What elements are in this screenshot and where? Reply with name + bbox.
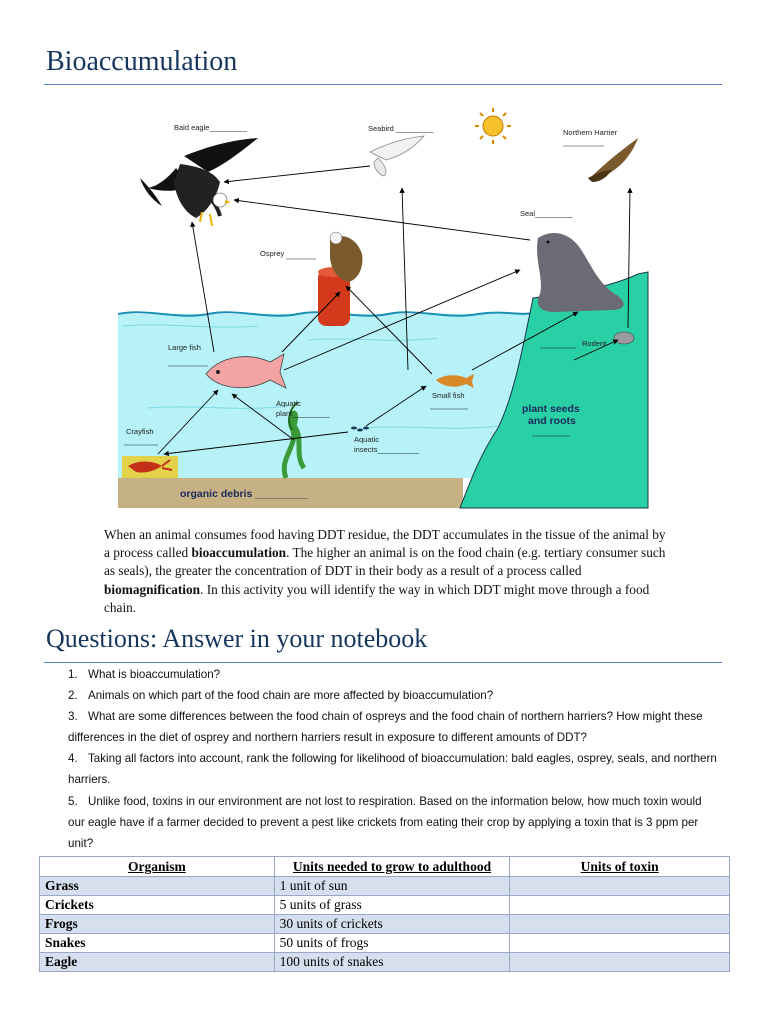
toxin-cell[interactable]: [510, 877, 730, 896]
table-row: [40, 877, 730, 896]
label-seal: Seal_________: [520, 209, 573, 218]
question-item: [68, 706, 718, 748]
label-bald-eagle: Bald eagle_________: [174, 123, 247, 132]
question-item: [68, 791, 718, 854]
bald-eagle-icon: [140, 138, 258, 226]
table-row: [40, 934, 730, 953]
intro-term-biomagnification: biomagnification: [104, 581, 201, 597]
question-item: [68, 664, 718, 685]
food-chain-diagram: [108, 108, 668, 513]
table-header-row: [40, 857, 730, 877]
question-item: [68, 685, 718, 706]
units-cell: 1 unit of sun: [274, 877, 510, 896]
question-number: 5.: [68, 794, 78, 808]
crayfish-icon: [122, 456, 178, 478]
intro-paragraph: [104, 526, 672, 617]
units-cell: 50 units of frogs: [274, 934, 510, 953]
organism-cell: Crickets: [40, 896, 275, 915]
label-aquatic-insects-2: insects__________: [354, 445, 420, 454]
question-item: [68, 748, 718, 790]
section-divider: [44, 662, 722, 663]
seal-icon: [537, 233, 624, 312]
page-title: Bioaccumulation: [46, 46, 238, 77]
seabird-icon: [370, 136, 424, 176]
toxin-cell[interactable]: [510, 953, 730, 972]
question-number: 4.: [68, 752, 78, 766]
northern-harrier-icon: [588, 138, 638, 182]
question-list: [68, 664, 718, 854]
units-cell: 100 units of snakes: [274, 953, 510, 972]
question-number: 1.: [68, 668, 78, 681]
toxin-cell[interactable]: [510, 934, 730, 953]
question-text: Animals on which part of the food chain are more affected by bioaccumulation?: [88, 689, 494, 703]
organism-cell: Frogs: [40, 915, 275, 934]
organism-cell: Eagle: [40, 953, 275, 972]
question-number: 2.: [68, 689, 78, 703]
sun-icon: [475, 108, 511, 144]
question-number: 3.: [68, 710, 78, 724]
organism-cell: Grass: [40, 877, 275, 896]
question-text: Unlike food, toxins in our environment are not lost to respiration. Based on the information below, how much toxin would our eagle have if a farmer decided to prevent a pest like crickets from eating their crop by applying a toxin that is 3 ppm per unit?: [68, 794, 702, 850]
label-seabird: Seabird _________: [368, 124, 434, 133]
toxin-cell[interactable]: [510, 896, 730, 915]
intro-text-1: When an animal consumes food having DDT residue, the DDT accumulates in the tissue of the animal by a process called: [104, 527, 666, 561]
column-header-toxin: Units of toxin: [510, 857, 730, 877]
column-header-organism: Organism: [40, 857, 275, 877]
label-plant-seeds-2: and roots: [528, 415, 576, 427]
label-rodent: Rodent: [582, 339, 607, 348]
intro-term-bioaccumulation: bioaccumulation: [191, 545, 287, 561]
label-organic-debris: organic debris _________: [180, 488, 308, 500]
label-plant-seeds-1: plant seeds: [522, 403, 580, 415]
rodent-icon: [614, 332, 634, 344]
label-aquatic-insects-1: Aquatic: [354, 435, 380, 444]
units-cell: 5 units of grass: [274, 896, 510, 915]
table-row: [40, 915, 730, 934]
toxin-cell[interactable]: [510, 915, 730, 934]
label-small-fish: Small fish: [432, 391, 465, 400]
label-osprey: Osprey: [260, 249, 285, 258]
label-crayfish: Crayfish: [126, 427, 154, 436]
column-header-units: Units needed to grow to adulthood: [274, 857, 510, 877]
label-northern-harrier: Northern Harrier: [563, 128, 618, 137]
title-divider: [44, 84, 722, 85]
question-text: Taking all factors into account, rank the following for likelihood of bioaccumulation: bald eagles, osprey, seals, and northern harriers.: [68, 752, 717, 787]
label-aquatic-plant-1: Aquatic: [276, 399, 302, 408]
question-text: What are some differences between the food chain of ospreys and the food chain of northern harriers? How might these differences in the diet of osprey and northern harriers result in exposure to different amounts of DDT?: [68, 710, 703, 745]
question-text: What is bioaccumulation?: [88, 668, 221, 681]
intro-text-3: . In this activity you will identify the way in which DDT might move through a food chain.: [104, 581, 650, 615]
organism-cell: Snakes: [40, 934, 275, 953]
table-row: [40, 953, 730, 972]
intro-text-2: . The higher an animal is on the food chain (e.g. tertiary consumer such as seals), the greater the concentration of DDT in their body as a result of a process called: [104, 545, 666, 579]
organism-table: [39, 856, 730, 972]
label-aquatic-plant-2: plant_________: [276, 409, 330, 418]
label-large-fish: Large fish: [168, 343, 201, 352]
section-title: Questions: Answer in your notebook: [46, 624, 428, 653]
units-cell: 30 units of crickets: [274, 915, 510, 934]
table-row: [40, 896, 730, 915]
osprey-icon: [318, 232, 362, 326]
